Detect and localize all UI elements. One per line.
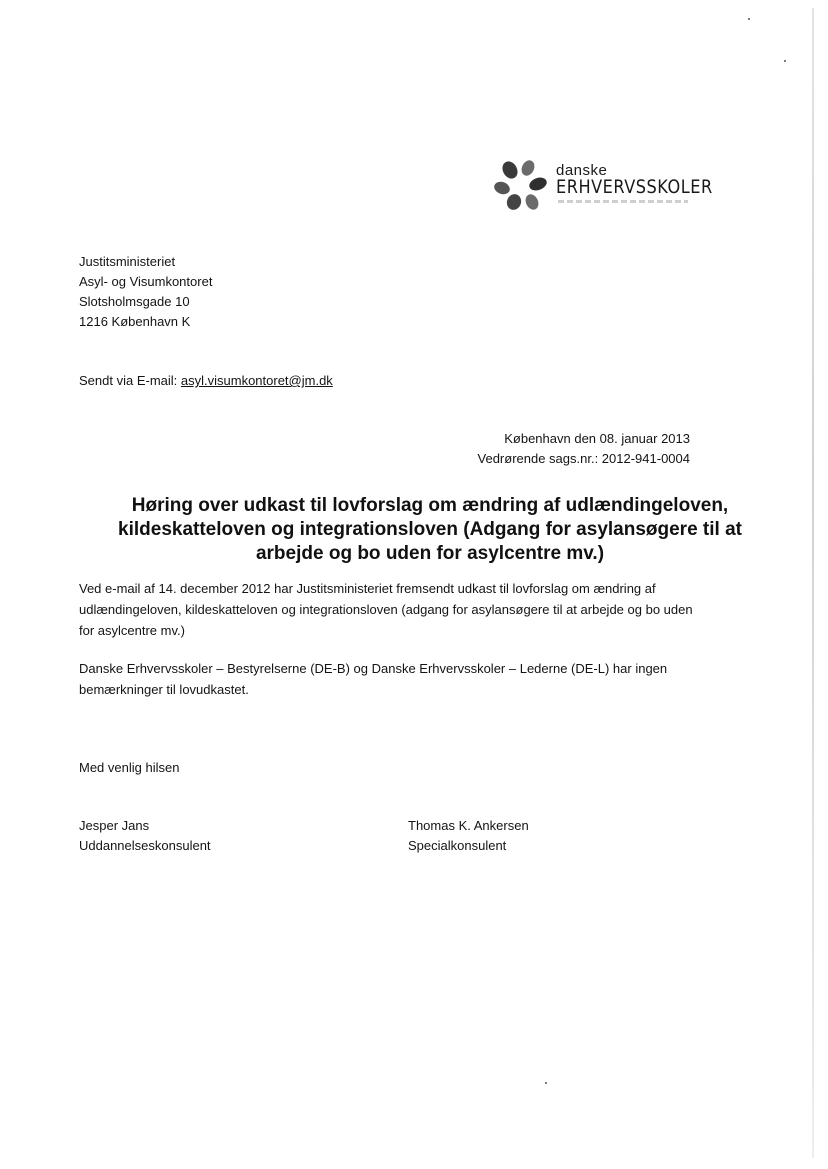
logo-tagline-strip [558, 200, 688, 203]
recipient-address [79, 252, 212, 332]
recipient-email-link[interactable]: asyl.visumkontoret@jm.dk [180, 373, 333, 388]
address-line: Justitsministeriet [79, 254, 176, 269]
signatory-name: Thomas K. Ankersen [408, 818, 529, 833]
logo-flower-icon [492, 158, 550, 214]
title-line: Høring over udkast til lovforslag om ændring af udlændingeloven, [131, 495, 729, 516]
sent-via-label: Sendt via E-mail: [79, 373, 178, 388]
signatory-title: Uddannelseskonsulent [79, 838, 211, 853]
logo-text-small: danske [556, 162, 608, 179]
paragraph-line: udlændingeloven, kildeskatteloven og integrationsloven (adgang for asylansøgere til at arbejde og bo uden [79, 602, 693, 617]
paragraph-line: Ved e-mail af 14. december 2012 har Justitsministeriet fremsendt udkast til lovforslag om ændring af [79, 581, 656, 596]
address-line: Slotsholmsgade 10 [79, 294, 190, 309]
address-line: 1216 København K [79, 314, 191, 329]
paragraph-line: bemærkninger til lovudkastet. [79, 682, 249, 697]
title-line: arbejde og bo uden for asylcentre mv.) [255, 543, 605, 564]
logo-text-large: ERHVERVSSKOLER [556, 176, 713, 198]
body-paragraph-1 [79, 578, 699, 641]
scan-edge-line [812, 8, 814, 1158]
paragraph-line: for asylcentre mv.) [79, 623, 185, 638]
scan-speck [748, 18, 750, 20]
closing-greeting: Med venlig hilsen [79, 760, 180, 775]
signatory-name: Jesper Jans [79, 818, 150, 833]
organization-logo [492, 158, 713, 214]
scan-speck [784, 60, 786, 62]
case-number-line: Vedrørende sags.nr.: 2012-941-0004 [477, 451, 690, 466]
signatory-left [79, 816, 211, 856]
scan-speck [545, 1082, 547, 1084]
paragraph-line: Danske Erhvervsskoler – Bestyrelserne (DE-B) og Danske Erhvervsskoler – Lederne (DE-L) har ingen [79, 661, 668, 676]
signatory-title: Specialkonsulent [408, 838, 507, 853]
address-line: Asyl- og Visumkontoret [79, 274, 213, 289]
date-reference-block [478, 429, 690, 469]
body-paragraph-2 [79, 658, 699, 700]
title-line: kildeskatteloven og integrationsloven (Adgang for asylansøgere til at [118, 519, 742, 540]
date-line: København den 08. januar 2013 [504, 431, 690, 446]
sent-via-email [79, 371, 333, 391]
signatory-right [408, 816, 529, 856]
document-title [90, 494, 770, 566]
